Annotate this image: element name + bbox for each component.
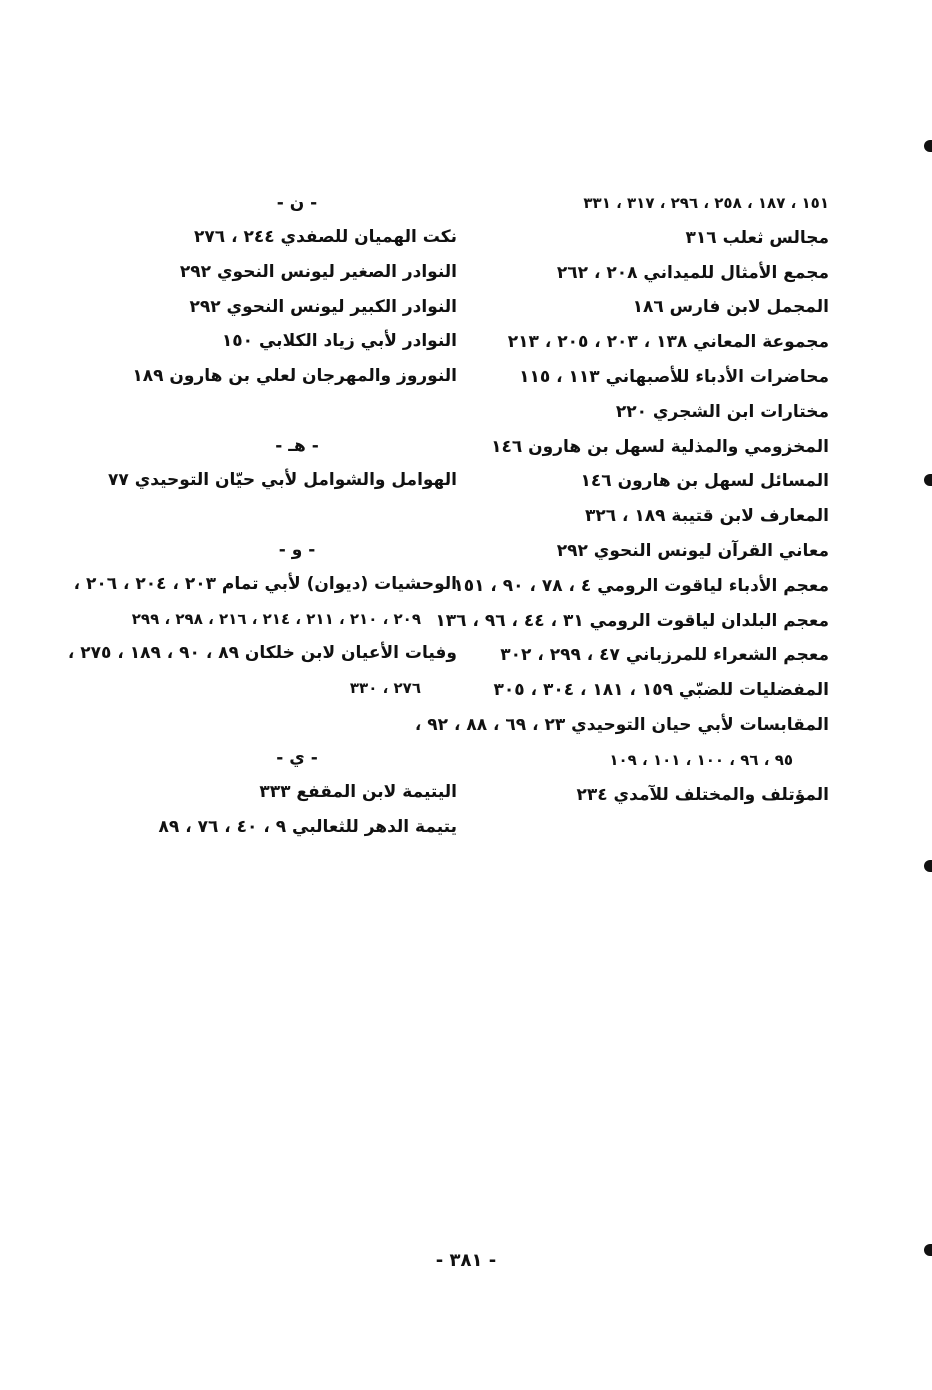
index-entry: المخزومي والمذلية لسهل بن هارون ١٤٦ xyxy=(491,436,829,457)
index-column-left xyxy=(67,186,457,845)
index-entry: المفضليات للضبّي ١٥٩ ، ١٨١ ، ٣٠٤ ، ٣٠٥ xyxy=(493,680,829,701)
section-heading-waw: - و - xyxy=(278,539,316,560)
index-entry-continuation: ٢٧٦ ، ٣٣٠ xyxy=(349,679,421,698)
index-entry: النوروز والمهرجان لعلي بن هارون ١٨٩ xyxy=(132,366,457,387)
index-entry: النوادر الصغير ليونس النحوي ٢٩٢ xyxy=(179,261,457,282)
index-entry: معاني القرآن ليونس النحوي ٢٩٢ xyxy=(556,540,829,561)
index-entry-continuation: ١٥١ ، ١٨٧ ، ٢٥٨ ، ٢٩٦ ، ٣١٧ ، ٣٣١ xyxy=(583,194,829,212)
index-entry: معجم البلدان لياقوت الرومي ٣١ ، ٤٤ ، ٩٦ ، ١٣٦ xyxy=(435,610,829,631)
edge-mark xyxy=(924,860,932,872)
index-entry: اليتيمة لابن المقفع ٣٣٣ xyxy=(259,781,457,802)
index-entry: نكت الهميان للصفدي ٢٤٤ ، ٢٧٦ xyxy=(194,227,457,247)
page-number: - ٣٨١ - xyxy=(435,1250,497,1271)
index-entry: المعارف لابن قتيبة ١٨٩ ، ٣٢٦ xyxy=(584,506,829,527)
index-entry: المجمل لابن فارس ١٨٦ xyxy=(632,297,829,318)
index-entry: مجموعة المعاني ١٣٨ ، ٢٠٣ ، ٢٠٥ ، ٢١٣ xyxy=(507,332,829,353)
edge-mark xyxy=(924,474,932,486)
index-entry-continuation: ٩٥ ، ٩٦ ، ١٠٠ ، ١٠١ ، ١٠٩ xyxy=(609,750,793,769)
section-heading-nun: - ن - xyxy=(276,193,318,213)
index-entry: وفيات الأعيان لابن خلكان ٨٩ ، ٩٠ ، ١٨٩ ، ٢٧٥ ، xyxy=(67,643,457,664)
index-entry: الوحشيات (ديوان) لأبي تمام ٢٠٣ ، ٢٠٤ ، ٢٠٦ ، xyxy=(73,573,457,594)
index-entry: يتيمة الدهر للثعالبي ٩ ، ٤٠ ، ٧٦ ، ٨٩ xyxy=(158,816,457,837)
index-entry: المؤتلف والمختلف للآمدي ٢٣٤ xyxy=(576,784,829,805)
index-entry: مختارات ابن الشجري ٢٢٠ xyxy=(615,401,829,422)
index-column-right xyxy=(414,186,829,812)
index-entry-continuation: ٢٠٩ ، ٢١٠ ، ٢١١ ، ٢١٤ ، ٢١٦ ، ٢٩٨ ، ٢٩٩ xyxy=(131,609,421,628)
index-entry: النوادر لأبي زياد الكلابي ١٥٠ xyxy=(221,331,457,352)
index-entry: معجم الشعراء للمرزباني ٤٧ ، ٢٩٩ ، ٣٠٢ xyxy=(500,645,829,666)
index-entry: الهوامل والشوامل لأبي حيّان التوحيدي ٧٧ xyxy=(108,469,457,490)
section-heading-ha: - هـ - xyxy=(275,435,319,456)
index-entry: مجمع الأمثال للميداني ٢٠٨ ، ٢٦٢ xyxy=(556,262,829,283)
index-entry: النوادر الكبير ليونس النحوي ٢٩٢ xyxy=(189,296,457,317)
index-entry: المسائل لسهل بن هارون ١٤٦ xyxy=(580,471,829,492)
section-heading-ya: - ي - xyxy=(276,747,318,768)
index-entry: المقابسات لأبي حيان التوحيدي ٢٣ ، ٦٩ ، ٨٨ ، ٩٢ ، xyxy=(414,714,829,735)
index-entry: مجالس ثعلب ٣١٦ xyxy=(685,227,829,248)
index-entry: محاضرات الأدباء للأصبهاني ١١٣ ، ١١٥ xyxy=(519,366,829,387)
edge-mark xyxy=(924,140,932,152)
index-entry: معجم الأدباء لياقوت الرومي ٤ ، ٧٨ ، ٩٠ ، ١٥١ xyxy=(453,575,829,596)
